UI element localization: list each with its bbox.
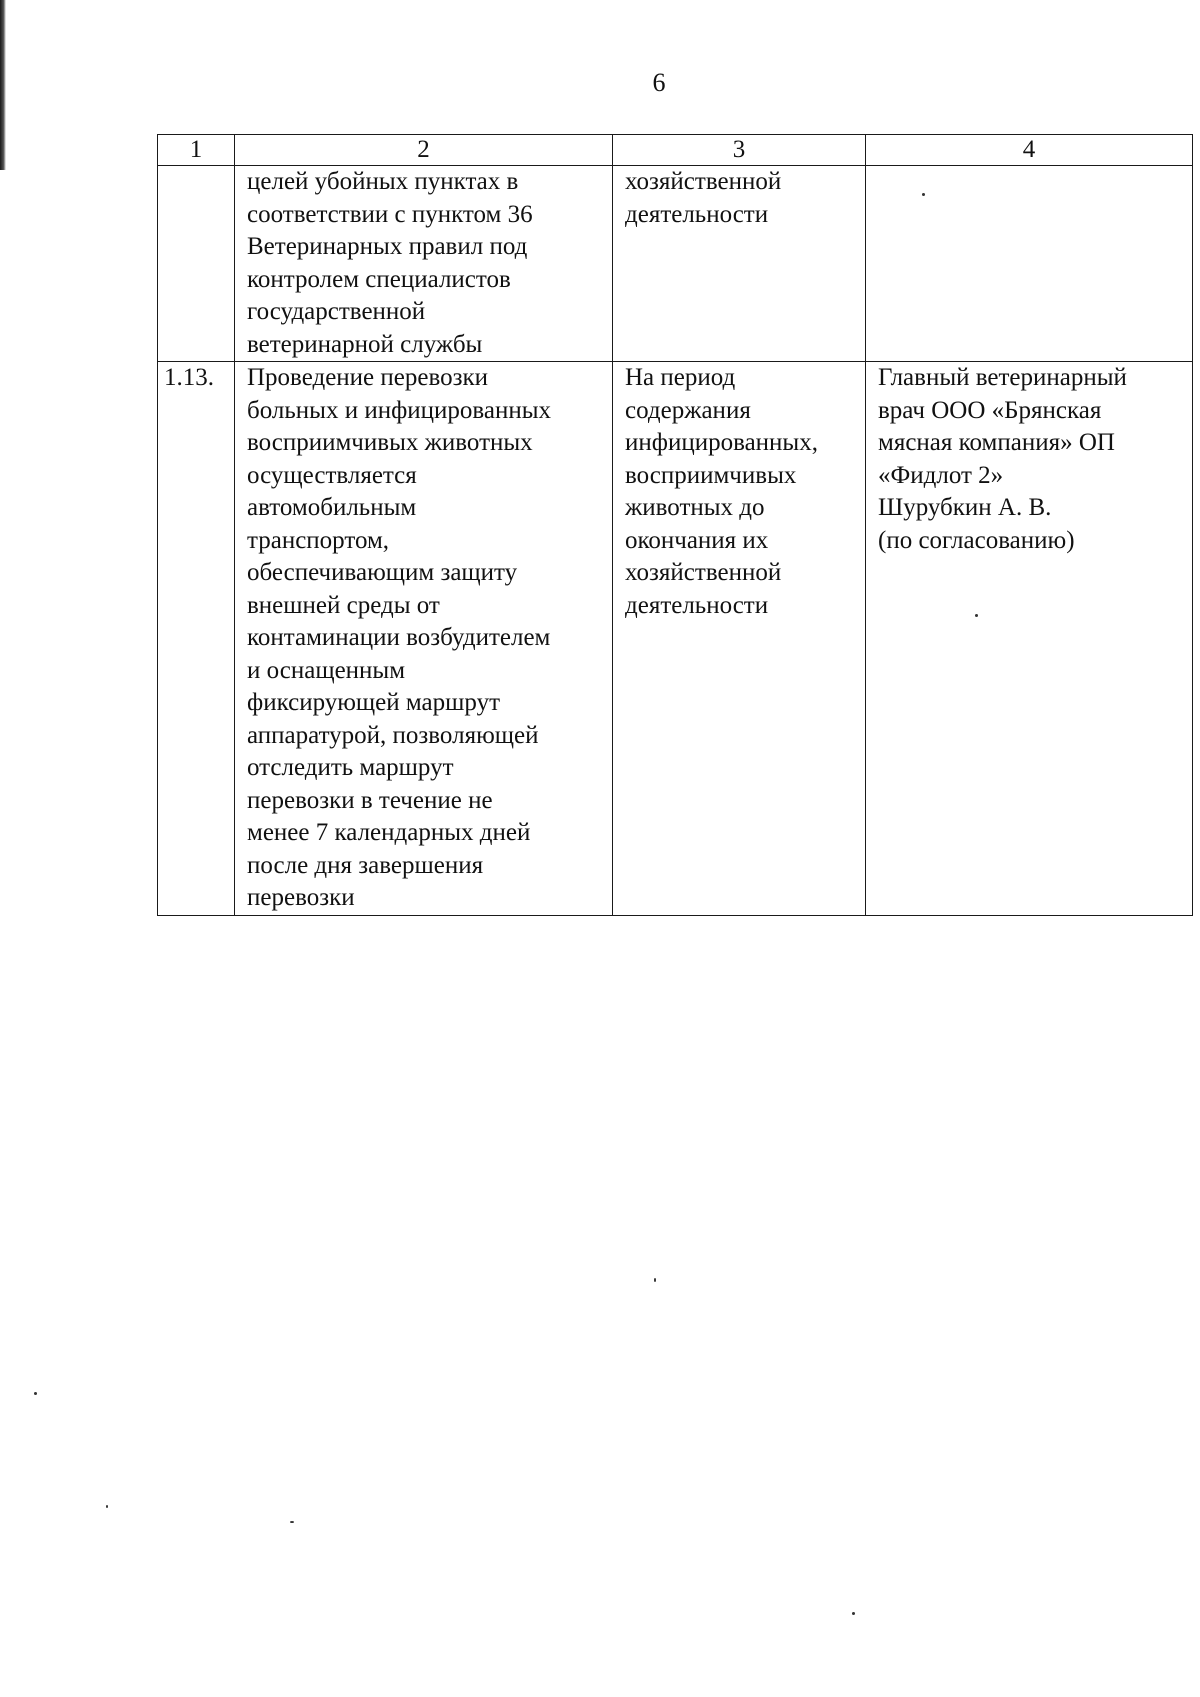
cell-text-line: соответствии с пунктом 36: [247, 200, 533, 228]
cell-text-line: мясная компания» ОП: [878, 429, 1115, 456]
cell-text-line: фиксирующей маршрут: [247, 689, 500, 716]
cell-text-line: перевозки в течение не: [247, 786, 493, 814]
scan-speck: [654, 1278, 656, 1282]
cell-text-line: государственной: [247, 298, 426, 325]
cell-text-line: содержания: [625, 396, 751, 424]
cell-text-line: аппаратурой, позволяющей: [247, 721, 539, 749]
cell-text-line: после дня завершения: [247, 851, 484, 879]
cell-text-line: восприимчивых животных: [247, 429, 533, 456]
cell-text-line: На период: [625, 364, 736, 391]
responsible-cell: [866, 362, 1193, 916]
scan-speck: [922, 193, 925, 196]
cell-text-line: хозяйственной: [625, 559, 782, 586]
cell-text-line: восприимчивых: [625, 461, 797, 489]
cell-text-line: осуществляется: [247, 461, 417, 489]
table-row: [158, 166, 1193, 362]
cell-text-line: Главный ветеринарный: [878, 364, 1127, 391]
cell-text-line: деятельности: [625, 200, 769, 228]
cell-text-line: (по согласованию): [878, 526, 1075, 554]
cell-text-line: контролем специалистов: [247, 265, 511, 293]
column-header-2: 2: [235, 135, 613, 166]
responsible-cell: [866, 166, 1193, 362]
cell-text-line: обеспечивающим защиту: [247, 559, 518, 586]
cell-text-line: Проведение перевозки: [247, 364, 489, 391]
cell-text-line: больных и инфицированных: [247, 396, 552, 424]
cell-text-line: Ветеринарных правил под: [247, 233, 528, 260]
cell-text-line: деятельности: [625, 591, 769, 619]
cell-text-line: животных до: [625, 494, 765, 521]
cell-text-line: целей убойных пунктах в: [247, 168, 519, 195]
cell-text-line: контаминации возбудителем: [247, 624, 551, 651]
column-header-4: 4: [866, 135, 1193, 166]
cell-text-line: «Фидлот 2»: [878, 461, 1004, 489]
table-header-row: [158, 135, 1193, 166]
cell-text-line: хозяйственной: [625, 168, 782, 195]
cell-text-line: отследить маршрут: [247, 754, 454, 781]
period-cell: [613, 166, 866, 362]
cell-text-line: транспортом,: [247, 526, 390, 554]
period-cell: [613, 362, 866, 916]
scan-speck: [34, 1392, 37, 1395]
cell-text-line: внешней среды от: [247, 591, 440, 619]
scan-speck: [852, 1612, 855, 1615]
plan-table: [157, 134, 1193, 916]
cell-text-line: Шурубкин А. В.: [878, 494, 1052, 521]
table-row: [158, 362, 1193, 916]
scan-speck: [290, 1521, 294, 1523]
scan-speck: [975, 614, 978, 617]
cell-text-line: врач ООО «Брянская: [878, 396, 1102, 424]
column-header-1: 1: [158, 135, 235, 166]
description-cell: [235, 166, 613, 362]
column-header-3: 3: [613, 135, 866, 166]
scan-speck: [106, 1505, 108, 1508]
cell-text-line: ветеринарной службы: [247, 330, 483, 358]
row-number-cell: [158, 166, 235, 362]
cell-text-line: менее 7 календарных дней: [247, 819, 531, 846]
cell-text-line: и оснащенным: [247, 656, 406, 684]
description-cell: [235, 362, 613, 916]
cell-text-line: автомобильным: [247, 494, 417, 521]
cell-text-line: перевозки: [247, 884, 355, 911]
page-number: 6: [652, 68, 666, 97]
cell-text-line: инфицированных,: [625, 429, 818, 456]
row-number-cell: 1.13.: [158, 362, 235, 916]
cell-text-line: окончания их: [625, 526, 769, 554]
